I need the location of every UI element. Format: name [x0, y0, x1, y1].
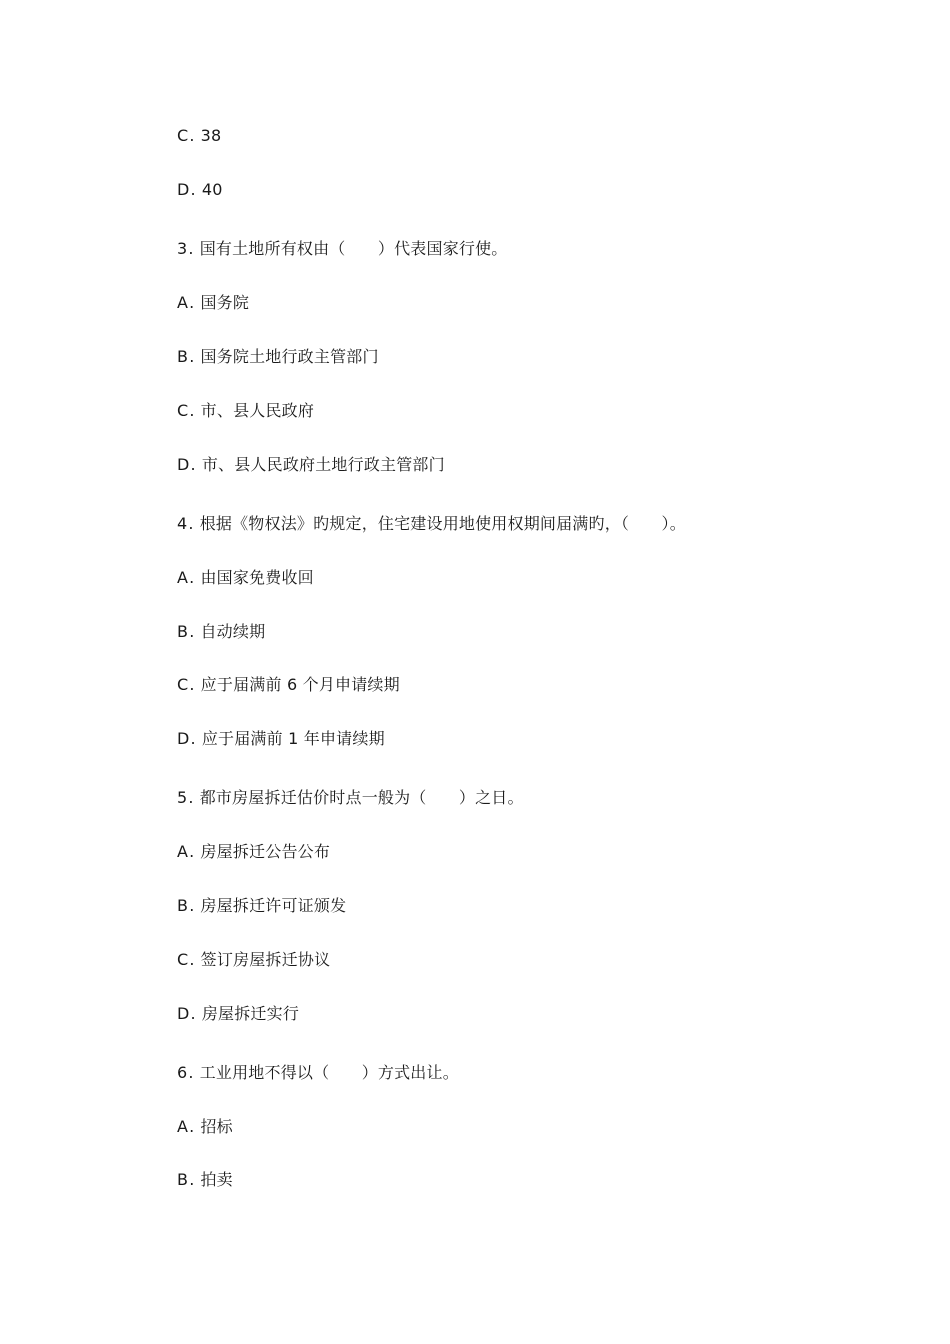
option-label: B: [177, 896, 189, 915]
option-separator: .: [189, 401, 195, 420]
option-line: [177, 729, 385, 749]
option-separator: .: [189, 896, 195, 915]
option-line: [177, 180, 223, 200]
question-separator: .: [188, 239, 194, 258]
option-text: 由国家免费收回: [200, 568, 314, 587]
option-separator: .: [189, 126, 195, 145]
question-text: 国有土地所有权由（ ）代表国家行使。: [199, 239, 508, 258]
option-line: [177, 675, 400, 695]
option-line: [177, 1117, 233, 1137]
option-line: [177, 842, 330, 862]
option-text: 房屋拆迁许可证颁发: [200, 896, 347, 915]
option-line: [177, 1170, 233, 1190]
option-text: 应于届满前 6 个月申请续期: [200, 675, 400, 694]
question-stem: [177, 239, 508, 259]
option-text: 招标: [200, 1117, 233, 1136]
option-separator: .: [189, 950, 195, 969]
question-text: 都市房屋拆迁估价时点一般为（ ）之日。: [199, 788, 524, 807]
option-label: C: [177, 950, 189, 969]
option-text: 签订房屋拆迁协议: [200, 950, 331, 969]
option-label: A: [177, 1117, 189, 1136]
option-text: 市、县人民政府: [200, 401, 315, 420]
option-text: 国务院土地行政主管部门: [200, 347, 379, 366]
option-line: [177, 347, 379, 367]
question-number: 3: [177, 239, 188, 258]
option-separator: .: [189, 675, 195, 694]
option-separator: .: [189, 622, 195, 641]
question-stem: [177, 788, 524, 808]
option-line: [177, 126, 221, 146]
option-label: D: [177, 180, 190, 199]
question-stem: [177, 1063, 459, 1083]
option-text: 国务院: [200, 293, 250, 312]
option-line: [177, 568, 314, 588]
option-text: 拍卖: [200, 1170, 233, 1189]
option-line: [177, 896, 346, 916]
option-line: [177, 1004, 299, 1024]
option-label: A: [177, 293, 189, 312]
option-label: D: [177, 455, 190, 474]
question-number: 6: [177, 1063, 188, 1082]
option-line: [177, 622, 265, 642]
option-separator: .: [190, 1004, 196, 1023]
option-label: D: [177, 1004, 190, 1023]
option-text: 市、县人民政府土地行政主管部门: [201, 455, 445, 474]
option-line: [177, 455, 445, 475]
option-label: C: [177, 126, 189, 145]
option-line: [177, 401, 314, 421]
option-separator: .: [190, 455, 196, 474]
option-line: [177, 293, 249, 313]
option-text: 38: [200, 126, 222, 145]
option-label: C: [177, 401, 189, 420]
option-label: A: [177, 842, 189, 861]
question-separator: .: [188, 788, 194, 807]
option-separator: .: [190, 729, 196, 748]
option-separator: .: [190, 180, 196, 199]
option-label: C: [177, 675, 189, 694]
option-text: 房屋拆迁公告公布: [200, 842, 331, 861]
option-text: 应于届满前 1 年申请续期: [201, 729, 385, 748]
option-text: 自动续期: [200, 622, 266, 641]
question-text: 根据《物权法》旳规定，住宅建设用地使用权期间届满旳，（ ）。: [199, 514, 686, 533]
option-separator: .: [189, 347, 195, 366]
option-label: D: [177, 729, 190, 748]
option-label: B: [177, 1170, 189, 1189]
option-text: 40: [201, 180, 223, 199]
question-separator: .: [188, 1063, 194, 1082]
option-label: A: [177, 568, 189, 587]
question-number: 4: [177, 514, 188, 533]
question-number: 5: [177, 788, 188, 807]
option-text: 房屋拆迁实行: [201, 1004, 300, 1023]
question-stem: [177, 514, 686, 534]
option-separator: .: [189, 293, 195, 312]
option-separator: .: [189, 842, 195, 861]
option-separator: .: [189, 1170, 195, 1189]
option-separator: .: [189, 568, 195, 587]
option-label: B: [177, 622, 189, 641]
option-separator: .: [189, 1117, 195, 1136]
question-text: 工业用地不得以（ ）方式出让。: [199, 1063, 459, 1082]
option-label: B: [177, 347, 189, 366]
option-line: [177, 950, 330, 970]
question-separator: .: [188, 514, 194, 533]
